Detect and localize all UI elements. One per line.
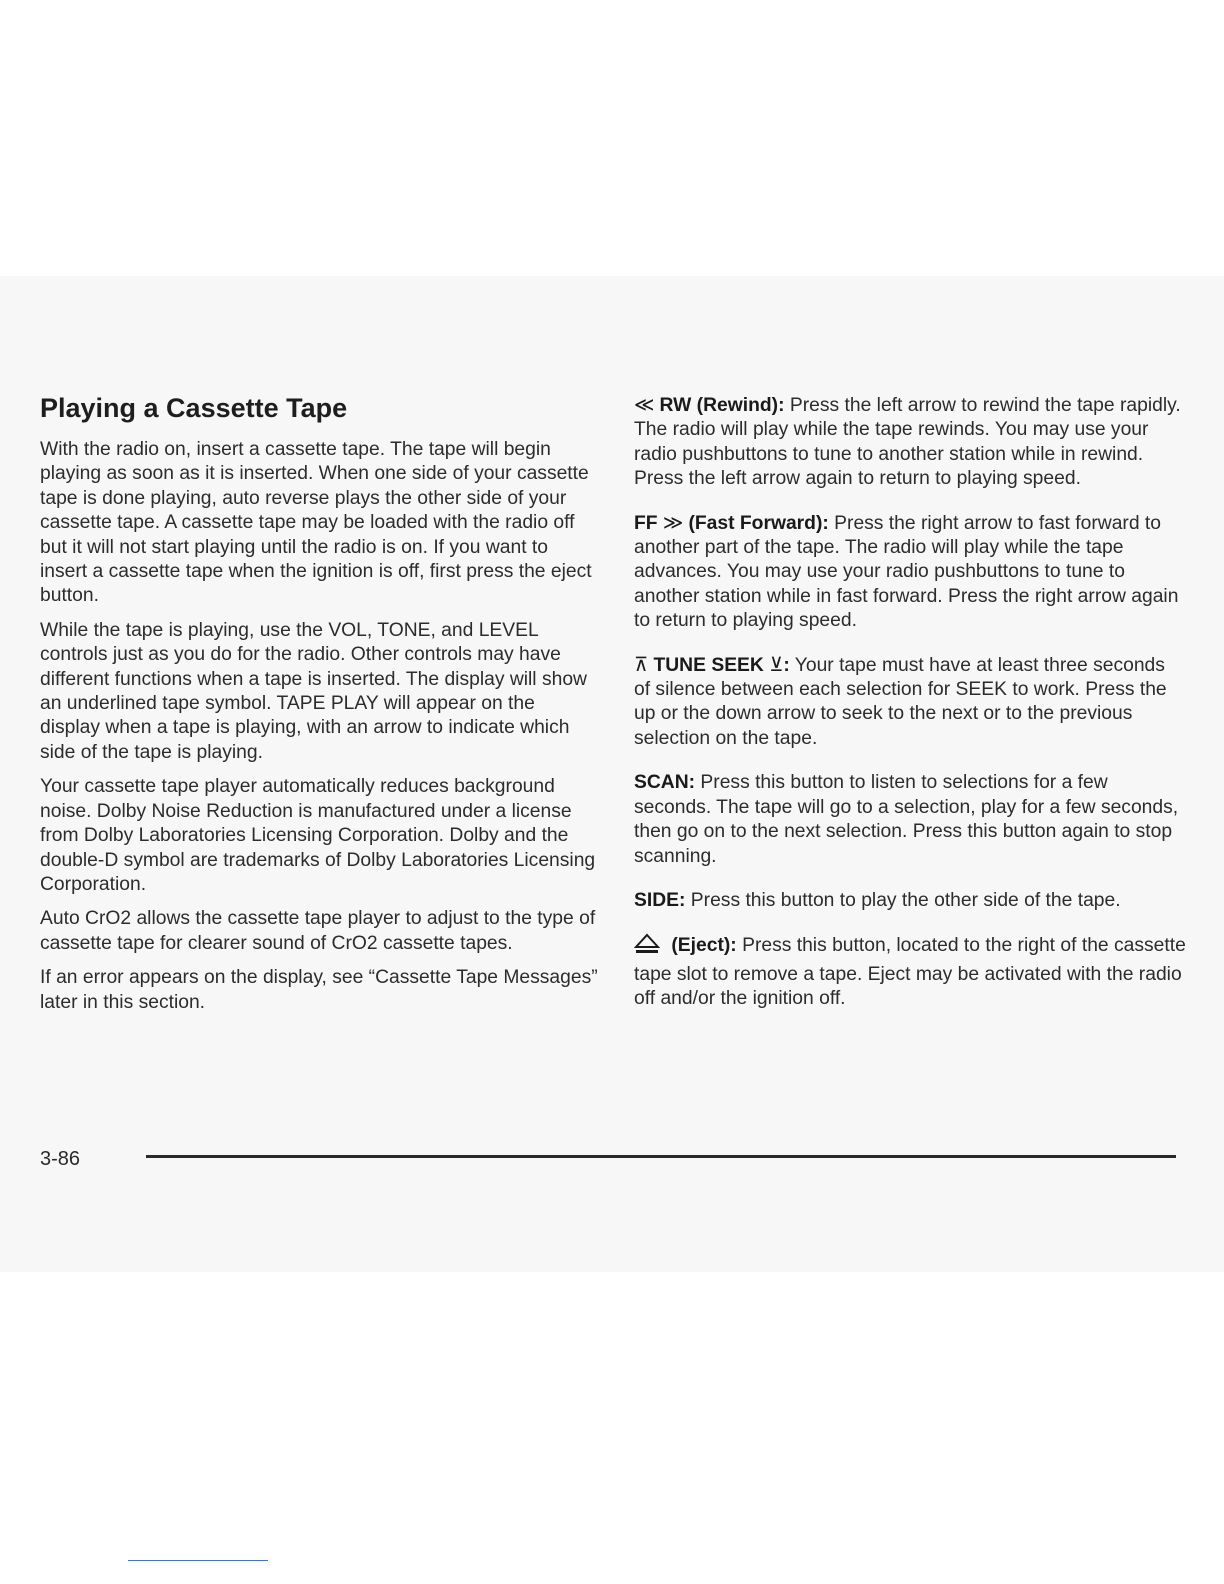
paragraph-cro2: Auto CrO2 allows the cassette tape player to adjust to the type of cassette tape for clearer sound of CrO2 cassette tapes.: [40, 908, 596, 954]
ff-text: Press the right arrow to fast forward to another part of the tape. The radio will play while the tape advances. You may use your radio pushbuttons to tune to another station while in fast forward. Press the right arrow again to return to playing speed.: [634, 512, 1179, 632]
right-column: [634, 388, 1186, 1032]
tune-seek-text: Your tape must have at least three seconds of silence between each selection for SEEK to work. Press the up or the down arrow to seek to the next or to the previous selection on the tape.: [634, 654, 1167, 749]
footer-rule: [146, 1155, 1176, 1158]
rewind-label: RW (Rewind):: [659, 395, 785, 416]
double-right-chevron-icon: ≫: [662, 512, 684, 534]
seek-up-icon: ⊼: [634, 654, 649, 676]
scan-text: Press this button to listen to selections for a few seconds. The tape will go to a selection, play for a few seconds, then go on to the next selection. Press this button again to stop scanning.: [634, 772, 1179, 867]
item-eject: [634, 933, 1186, 1011]
ff-label-prefix: FF: [634, 512, 658, 534]
page-title: Playing a Cassette Tape: [40, 393, 348, 423]
seek-down-icon: ⊻: [769, 654, 784, 676]
side-label: SIDE:: [634, 889, 686, 911]
double-left-chevron-icon: ≪: [634, 395, 655, 416]
eject-text: Press this button, located to the right of the cassette tape slot to remove a tape. Eject may be activated with the radio off and/or the ignition off.: [634, 935, 1186, 1010]
paragraph-error: If an error appears on the display, see “Cassette Tape Messages” later in this section.: [40, 967, 598, 1013]
item-rewind: [634, 394, 1186, 492]
paragraph-intro: With the radio on, insert a cassette tape. The tape will begin playing as soon as it is inserted. When one side of your cassette tape is done playing, auto reverse plays the other side of your cassette tape. A cassette tape may be loaded with the radio off but it will not start playing until the radio is on. If you want to insert a cassette tape when the ignition is off, first press the eject button.: [40, 439, 592, 607]
tune-seek-label: TUNE SEEK: [653, 654, 764, 676]
page-number: 3-86: [40, 1148, 81, 1170]
eject-icon: [634, 933, 660, 962]
side-text: Press this button to play the other side of the tape.: [690, 889, 1121, 911]
item-fast-forward: [634, 512, 1186, 634]
bottom-divider: [128, 1560, 268, 1561]
ff-label: (Fast Forward):: [688, 512, 829, 534]
rewind-text: Press the left arrow to rewind the tape rapidly. The radio will play while the tape rewinds. You may use your radio pushbuttons to tune to another station while in rewind. Press the left arrow again to return to playing speed.: [634, 395, 1181, 490]
eject-label: (Eject):: [671, 935, 737, 957]
item-side: [634, 889, 1186, 913]
item-scan: [634, 771, 1186, 869]
tune-seek-colon: :: [783, 654, 790, 676]
left-column: [40, 388, 600, 1025]
scan-label: SCAN:: [634, 772, 696, 794]
paragraph-controls: While the tape is playing, use the VOL, TONE, and LEVEL controls just as you do for the radio. Other controls may have different functions when a tape is inserted. The display will show an underlined tape symbol. TAPE PLAY will appear on the display when a tape is playing, with an arrow to indicate which side of the tape is playing.: [40, 619, 587, 763]
paragraph-dolby: Your cassette tape player automatically reduces background noise. Dolby Noise Reduction is manufactured under a license from Dolby Laboratories Licensing Corporation. Dolby and the double-D symbol are trademarks of Dolby Laboratories Licensing Corporation.: [40, 776, 596, 895]
item-tune-seek: [634, 654, 1186, 752]
